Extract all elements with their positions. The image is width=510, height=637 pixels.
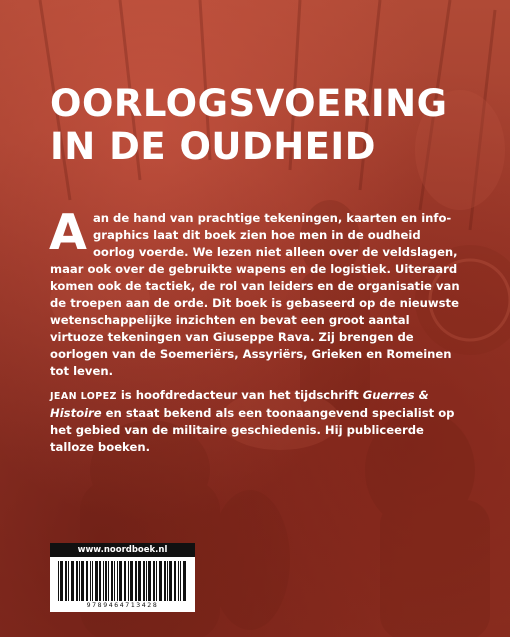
barcode-bar [95, 561, 98, 601]
book-title-line-1: OORLOGSVOERING [50, 82, 448, 125]
barcode-icon [58, 561, 187, 601]
barcode-bar [174, 561, 176, 601]
barcode-bar [99, 561, 101, 601]
barcode-bar [111, 561, 113, 601]
barcode-bar [167, 561, 168, 601]
barcode-box [50, 543, 195, 612]
barcode-bar [156, 561, 157, 601]
barcode-bar [117, 561, 118, 601]
barcode-bar [169, 561, 172, 601]
barcode-bar [130, 561, 133, 601]
book-title [50, 82, 447, 168]
barcode-bar [124, 561, 126, 601]
barcode-bar [105, 561, 107, 601]
barcode-bar [138, 561, 141, 601]
barcode-bar [178, 561, 179, 601]
barcode-bar [108, 561, 109, 601]
barcode-bar [148, 561, 151, 601]
barcode-bar [135, 561, 137, 601]
barcode-bar [143, 561, 145, 601]
book-title-line-2: IN DE OUDHEID [50, 125, 376, 168]
barcode-bar [86, 561, 88, 601]
barcode-bar [60, 561, 63, 601]
drop-cap: A [49, 204, 87, 261]
barcode-bar [79, 561, 80, 601]
barcode-bar [90, 561, 91, 601]
barcode-bar [146, 561, 147, 601]
barcode-bar [76, 561, 78, 601]
barcode-bar [119, 561, 122, 601]
barcode-bar [164, 561, 166, 601]
author-bio-text-2: en staat bekend als een toonaangevend specialist op het gebied van de militaire geschiedenis. Hij publiceerde talloze boeken. [50, 406, 455, 454]
barcode-bar [92, 561, 93, 601]
barcode-bar [153, 561, 155, 601]
barcode-bar [159, 561, 162, 601]
barcode-bar [58, 561, 59, 601]
author-bio-text-1: is hoofdredacteur van het tijdschrift [116, 388, 363, 402]
barcode-bar [81, 561, 84, 601]
author-bio [50, 387, 462, 456]
magazine-title: Guerres & Histoire [50, 388, 429, 420]
barcode-bar [180, 561, 181, 601]
author-name: JEAN LOPEZ [50, 391, 117, 402]
barcode-bar [71, 561, 74, 601]
barcode-bar [68, 561, 69, 601]
blurb-paragraph [49, 204, 462, 380]
isbn-number: 9789464713428 [86, 601, 159, 609]
barcode-bar [128, 561, 129, 601]
barcode-bar [103, 561, 104, 601]
barcode-bar [183, 561, 186, 601]
blurb-text: an de hand van prachtige tekeningen, kaarten en info-graphics laat dit boek zien hoe men in de oudheid oorlog voerde. We lezen niet alleen over de veldslagen, maar ook over de gebruikte wapens en de logistiek. Uiteraard komen ook de tactiek, de rol van leiders en de organisatie van de troepen aan de orde. Dit boek is gebaseerd op de nieuwste wetenschappelijke inzichten en bevat een groot aantal virtuoze tekeningen van Giuseppe Rava. Zij brengen de oorlogen van de Soemeriërs, Assyriërs, Grieken en Romeinen tot leven. [50, 211, 460, 378]
barcode-bar [114, 561, 115, 601]
publisher-website: www.noordboek.nl [50, 543, 195, 557]
barcode-bar [65, 561, 67, 601]
